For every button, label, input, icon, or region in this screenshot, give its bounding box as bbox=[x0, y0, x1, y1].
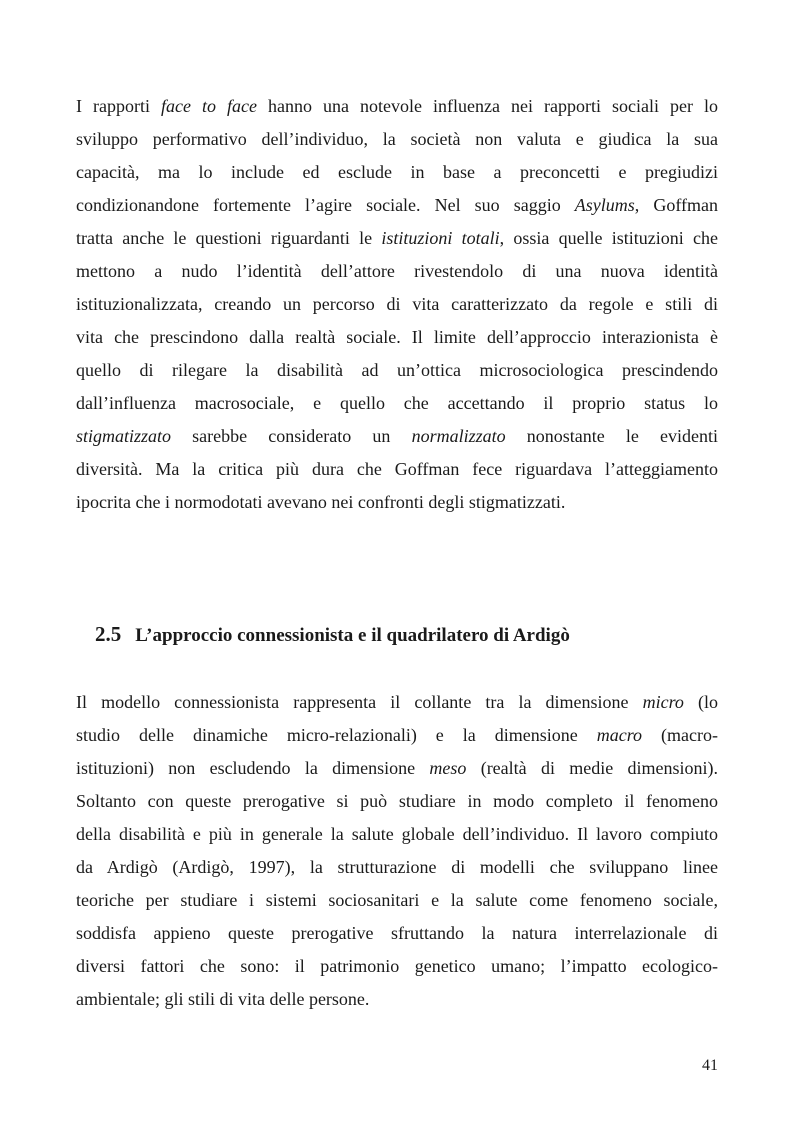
italic-term: normalizzato bbox=[411, 426, 506, 446]
paragraph-line: Soltanto con queste prerogative si può studiare in modo completo il fenomeno bbox=[76, 791, 718, 811]
text-run: (macro- bbox=[642, 725, 718, 745]
italic-term: Asylums bbox=[574, 195, 635, 215]
paragraph-line: capacità, ma lo include ed esclude in base a preconcetti e pregiudizi bbox=[76, 162, 718, 182]
text-run: studio delle dinamiche micro-relazionali) e la dimensione bbox=[76, 725, 597, 745]
text-run: sarebbe considerato un bbox=[171, 426, 412, 446]
italic-term: micro bbox=[642, 692, 684, 712]
paragraph-line: diversità. Ma la critica più dura che Goffman fece riguardava l’atteggiamento bbox=[76, 459, 718, 479]
section-title: L’approccio connessionista e il quadrilatero di Ardigò bbox=[135, 625, 570, 646]
paragraph-line: ambientale; gli stili di vita delle persone. bbox=[76, 989, 370, 1009]
paragraph-line bbox=[76, 725, 718, 745]
paragraph-line bbox=[76, 195, 718, 215]
paragraph-line bbox=[76, 692, 718, 712]
paragraph-line bbox=[76, 426, 718, 446]
paragraph-line: quello di rilegare la disabilità ad un’ottica microsociologica prescindendo bbox=[76, 360, 718, 380]
italic-term: macro bbox=[596, 725, 643, 745]
text-run: (realtà di medie dimensioni). bbox=[466, 758, 718, 778]
paragraph-line bbox=[76, 96, 718, 116]
italic-term: istituzioni totali bbox=[381, 228, 500, 248]
paragraph-line: da Ardigò (Ardigò, 1997), la strutturazione di modelli che sviluppano linee bbox=[76, 857, 718, 877]
paragraph-line bbox=[76, 758, 718, 778]
section-number: 2.5 bbox=[95, 622, 122, 646]
paragraph-line: vita che prescindono dalla realtà sociale. Il limite dell’approccio interazionista è bbox=[76, 327, 718, 347]
page-number: 41 bbox=[702, 1057, 718, 1074]
text-run: I rapporti bbox=[76, 96, 162, 116]
italic-term: meso bbox=[429, 758, 467, 778]
paragraph-line bbox=[76, 228, 718, 248]
text-run: Il modello connessionista rappresenta il collante tra la dimensione bbox=[76, 692, 643, 712]
text-run: tratta anche le questioni riguardanti le bbox=[76, 228, 382, 248]
paragraph-line: teoriche per studiare i sistemi sociosanitari e la salute come fenomeno sociale, bbox=[76, 890, 718, 910]
text-run: , Goffman bbox=[634, 195, 718, 215]
paragraph-line: mettono a nudo l’identità dell’attore rivestendolo di una nuova identità bbox=[76, 261, 718, 281]
paragraph-line: sviluppo performativo dell’individuo, la società non valuta e giudica la sua bbox=[76, 129, 718, 149]
paragraph-line: ipocrita che i normodotati avevano nei confronti degli stigmatizzati. bbox=[76, 492, 566, 512]
text-run: (lo bbox=[683, 692, 718, 712]
text-run: , ossia quelle istituzioni che bbox=[499, 228, 719, 248]
text-run: hanno una notevole influenza nei rapporti sociali per lo bbox=[257, 96, 718, 116]
italic-term: face to face bbox=[161, 96, 258, 116]
text-run: nonostante le evidenti bbox=[505, 426, 718, 446]
paragraph-line: dall’influenza macrosociale, e quello che accettando il proprio status lo bbox=[76, 393, 718, 413]
text-run: condizionandone fortemente l’agire sociale. Nel suo saggio bbox=[76, 195, 575, 215]
paragraph-line: della disabilità e più in generale la salute globale dell’individuo. Il lavoro compiuto bbox=[76, 824, 718, 844]
italic-term: stigmatizzato bbox=[76, 426, 172, 446]
section-heading bbox=[95, 622, 570, 647]
paragraph-line: soddisfa appieno queste prerogative sfruttando la natura interrelazionale di bbox=[76, 923, 718, 943]
text-run: istituzioni) non escludendo la dimensione bbox=[76, 758, 430, 778]
paragraph-line: istituzionalizzata, creando un percorso di vita caratterizzato da regole e stili di bbox=[76, 294, 718, 314]
paragraph-line: diversi fattori che sono: il patrimonio genetico umano; l’impatto ecologico- bbox=[76, 956, 718, 976]
